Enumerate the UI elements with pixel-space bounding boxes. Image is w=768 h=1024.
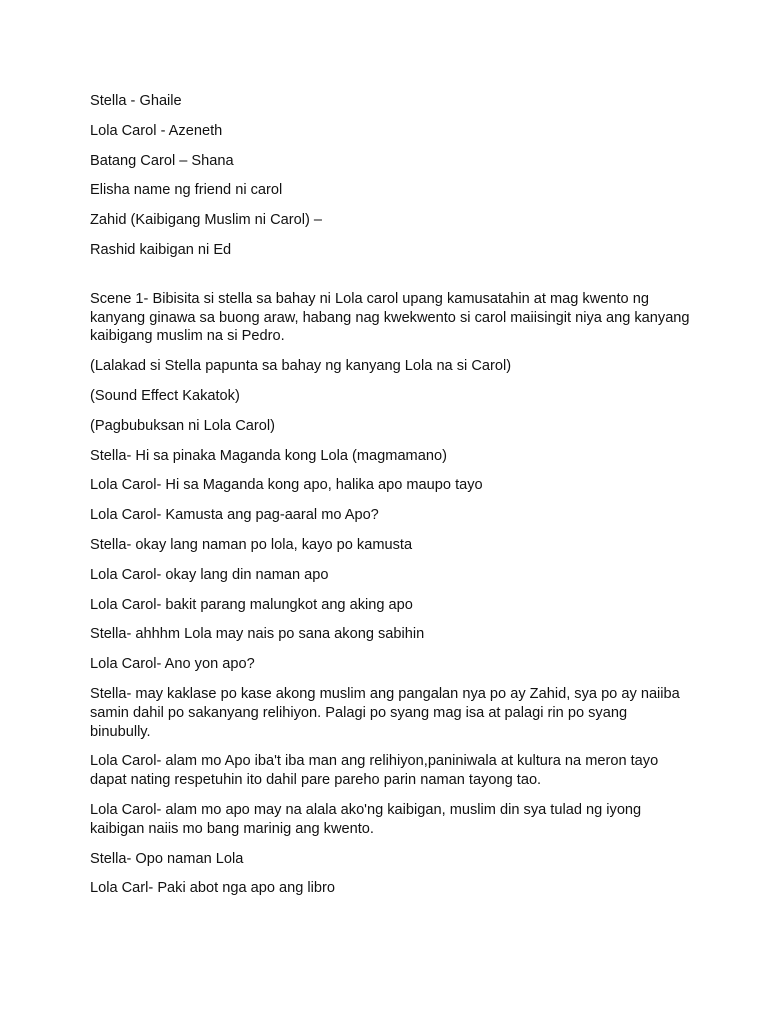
dialogue-line: Lola Carl- Paki abot nga apo ang libro (90, 880, 336, 897)
cast-line: Lola Carol - Azeneth (90, 122, 223, 139)
cast-line: Elisha name ng friend ni carol (90, 182, 283, 199)
dialogue-line: Lola Carol- alam mo Apo iba't iba man ang relihiyon,paniniwala at kultura na meron tayo dapat nating respetuhin ito dahil pare pareho parin naman tayong tao. (90, 753, 659, 789)
stage-direction: (Lalakad si Stella papunta sa bahay ng kanyang Lola na si Carol) (90, 358, 512, 375)
cast-line: Rashid kaibigan ni Ed (90, 241, 232, 258)
dialogue-line: Lola Carol- alam mo apo may na alala ako'ng kaibigan, muslim din sya tulad ng iyong kaibigan naiis mo bang marinig ang kwento. (90, 801, 642, 837)
section-spacer (90, 271, 690, 290)
dialogue-line: Stella- okay lang naman po lola, kayo po kamusta (90, 536, 413, 553)
dialogue-line: Stella- ahhhm Lola may nais po sana akong sabihin (90, 626, 425, 643)
cast-line: Stella - Ghaile (90, 93, 182, 109)
dialogue-line: Stella- Hi sa pinaka Maganda kong Lola (magmamano) (90, 447, 447, 464)
stage-direction: (Pagbubuksan ni Lola Carol) (90, 417, 275, 434)
stage-direction: (Sound Effect Kakatok) (90, 387, 240, 404)
dialogue-line: Stella- Opo naman Lola (90, 850, 244, 867)
cast-line: Batang Carol – Shana (90, 152, 234, 169)
dialogue-line: Lola Carol- Ano yon apo? (90, 656, 255, 673)
dialogue-line: Lola Carol- bakit parang malungkot ang aking apo (90, 596, 413, 613)
document-body (90, 92, 690, 909)
dialogue-line: Lola Carol- Kamusta ang pag-aaral mo Apo? (90, 507, 379, 524)
scene-description: Scene 1- Bibisita si stella sa bahay ni Lola carol upang kamusatahin at mag kwento ng kanyang ginawa sa buong araw, habang nag kwekwento si carol maiisingit niya ang kanyang kaibigang muslim na si Pedro. (90, 290, 690, 345)
cast-line: Zahid (Kaibigang Muslim ni Carol) – (90, 212, 322, 229)
dialogue-line: Lola Carol- Hi sa Maganda kong apo, halika apo maupo tayo (90, 477, 483, 494)
dialogue-line: Stella- may kaklase po kase akong muslim ang pangalan nya po ay Zahid, sya po ay naiiba samin dahil po sakanyang relihiyon. Palagi po syang mag isa at palagi rin po syang binubully. (90, 685, 680, 740)
dialogue-line: Lola Carol- okay lang din naman apo (90, 566, 329, 583)
